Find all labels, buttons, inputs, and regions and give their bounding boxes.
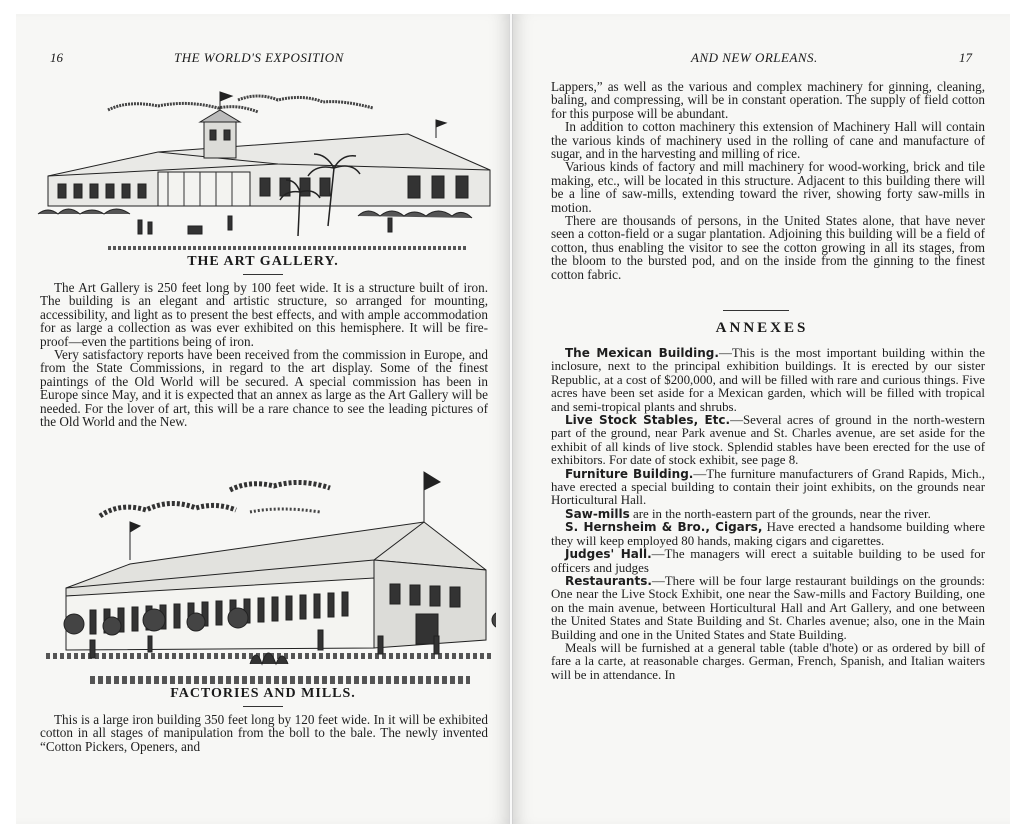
annex-entry [551,414,985,468]
annex-text: —The furniture manufacturers of Grand Rapids, Mich., have erected a special building to contain their joint exhibits, on the grounds near Horticultural Hall. [551,466,985,508]
annex-heading: Live Stock Stables, Etc. [565,413,731,428]
right-page-number: 17 [959,50,972,65]
annex-text: Have erected a handsome building where they will keep employed 80 hands, making cigars and cigarettes. [551,520,985,548]
title-rule [243,706,283,707]
annex-entry [551,347,985,414]
annex-entry [551,521,985,548]
body-paragraph: Lappers,” as well as the various and complex machinery for ginning, cleaning, baling, and compressing, will be in constant operation. The supply of field cotton for this purpose will be abundant. [551,79,985,121]
left-page-number: 16 [50,50,63,65]
factories-title: FACTORIES AND MILLS. [170,686,356,701]
cotton-text [551,80,985,281]
annex-heading: Furniture Building. [565,466,694,481]
annex-text: —This is the most important building within the inclosure, next to the principal exhibition buildings. It is erected by our sister Republic, at a cost of $200,000, and will be filled with rare and curious things. Five acres have been set aside for a Mexican garden, which will be filled with tropical and semi-tropical plants and shrubs. [551,346,985,414]
annex-heading: Judges' Hall. [565,547,652,562]
annex-text: —The managers will erect a suitable building to be used for officers and judges [551,547,985,575]
left-page [16,14,510,824]
annex-entry [551,548,985,575]
art-gallery-title: THE ART GALLERY. [187,254,339,269]
annex-entry [551,468,985,508]
annex-text: Meals will be furnished at a general table (table d'hote) or as ordered by bill of fare a la carte, at reasonable charges. German, French, Spanish, and Italian waiters will be in attendance. In [551,640,985,682]
body-paragraph: Various kinds of factory and mill machinery for wood-working, brick and tile making, etc., will be located in this structure. Adjacent to this building there will be a line of saw-mills, extending toward the river, showing forty saw-mills in motion. [551,159,985,215]
annex-heading: The Mexican Building. [565,346,719,360]
annex-text: —Several acres of ground in the north-western part of the ground, near Park avenue and St. Charles avenue, are set aside for the exhibit of all kinds of live stock. Splendid stables have been erected for the use of exhibitors. For date of stock exhibit, see page 8. [551,413,985,468]
factories-paragraph: This is a large iron building 350 feet long by 120 feet wide. In it will be exhibited cotton in all stages of manipulation from the boll to the bale. The newly invented “Cotton Pickers, Openers, and [40,712,488,754]
art-gallery-paragraph: Very satisfactory reports have been received from the commission in Europe, and from the State Commissions, in regard to the art display. Some of the finest paintings of the Old World will be secured. A special commission has been in Europe since May, and it is expected that an annex as large as the Art Gallery will be needed. For the lover of art, this will be a rare chance to see the leading pictures of the Old World and the New. [40,347,488,430]
right-running-head: AND NEW ORLEANS. [691,50,818,65]
body-paragraph: There are thousands of persons, in the United States alone, that have never seen a cotton-field or a sugar plantation. Adjoining this building will be a field of cotton, thus enabling the visitor to see the cotton growing in all its stages, from the bloom to the bursted pod, and on the inside from the ginning to the finest cotton fabric. [551,213,985,282]
right-page [512,14,1010,824]
body-paragraph: In addition to cotton machinery this extension of Machinery Hall will contain the various kinds of machinery used in the rolling of cane and manufacture of sugar, and in the harvesting and milling of rice. [551,119,985,162]
title-rule [243,274,283,275]
annex-heading: Restaurants. [565,573,652,588]
annexes-list [551,347,985,682]
annexes-title: ANNEXES [715,320,809,336]
factories-engraving [30,460,496,690]
art-gallery-paragraph: The Art Gallery is 250 feet long by 100 feet wide. It is a structure built of iron. The building is an elegant and artistic structure, so arranged for mounting, accessibility, and light as to present the best effects, and with ample accommodation for as large a collection as was ever exhibited on this hemisphere. It will be fire-proof—even the partitions being of iron. [40,280,488,349]
art-gallery-engraving [28,76,496,254]
annex-entry [551,575,985,642]
annex-heading: Saw-mills [565,506,630,521]
art-gallery-section [16,254,510,428]
section-rule [723,310,789,311]
annex-text: —There will be four large restaurant buildings on the grounds: One near the Live Stock Exhibit, one near the Saw-mills and Factory Building, one on the main avenue, between Horticultural Hall and Art Gallery, and one between the United States and State Building and St. Charles avenue; also, one in the Main Building and one in the United States and State Building. [551,573,985,642]
annex-text: are in the north-eastern part of the grounds, near the river. [629,506,931,521]
factories-section [16,686,510,753]
annex-heading: S. Hernsheim & Bro., Cigars, [565,520,763,535]
annex-entry [551,508,985,521]
left-running-head: THE WORLD'S EXPOSITION [174,50,344,65]
annex-entry [551,642,985,682]
